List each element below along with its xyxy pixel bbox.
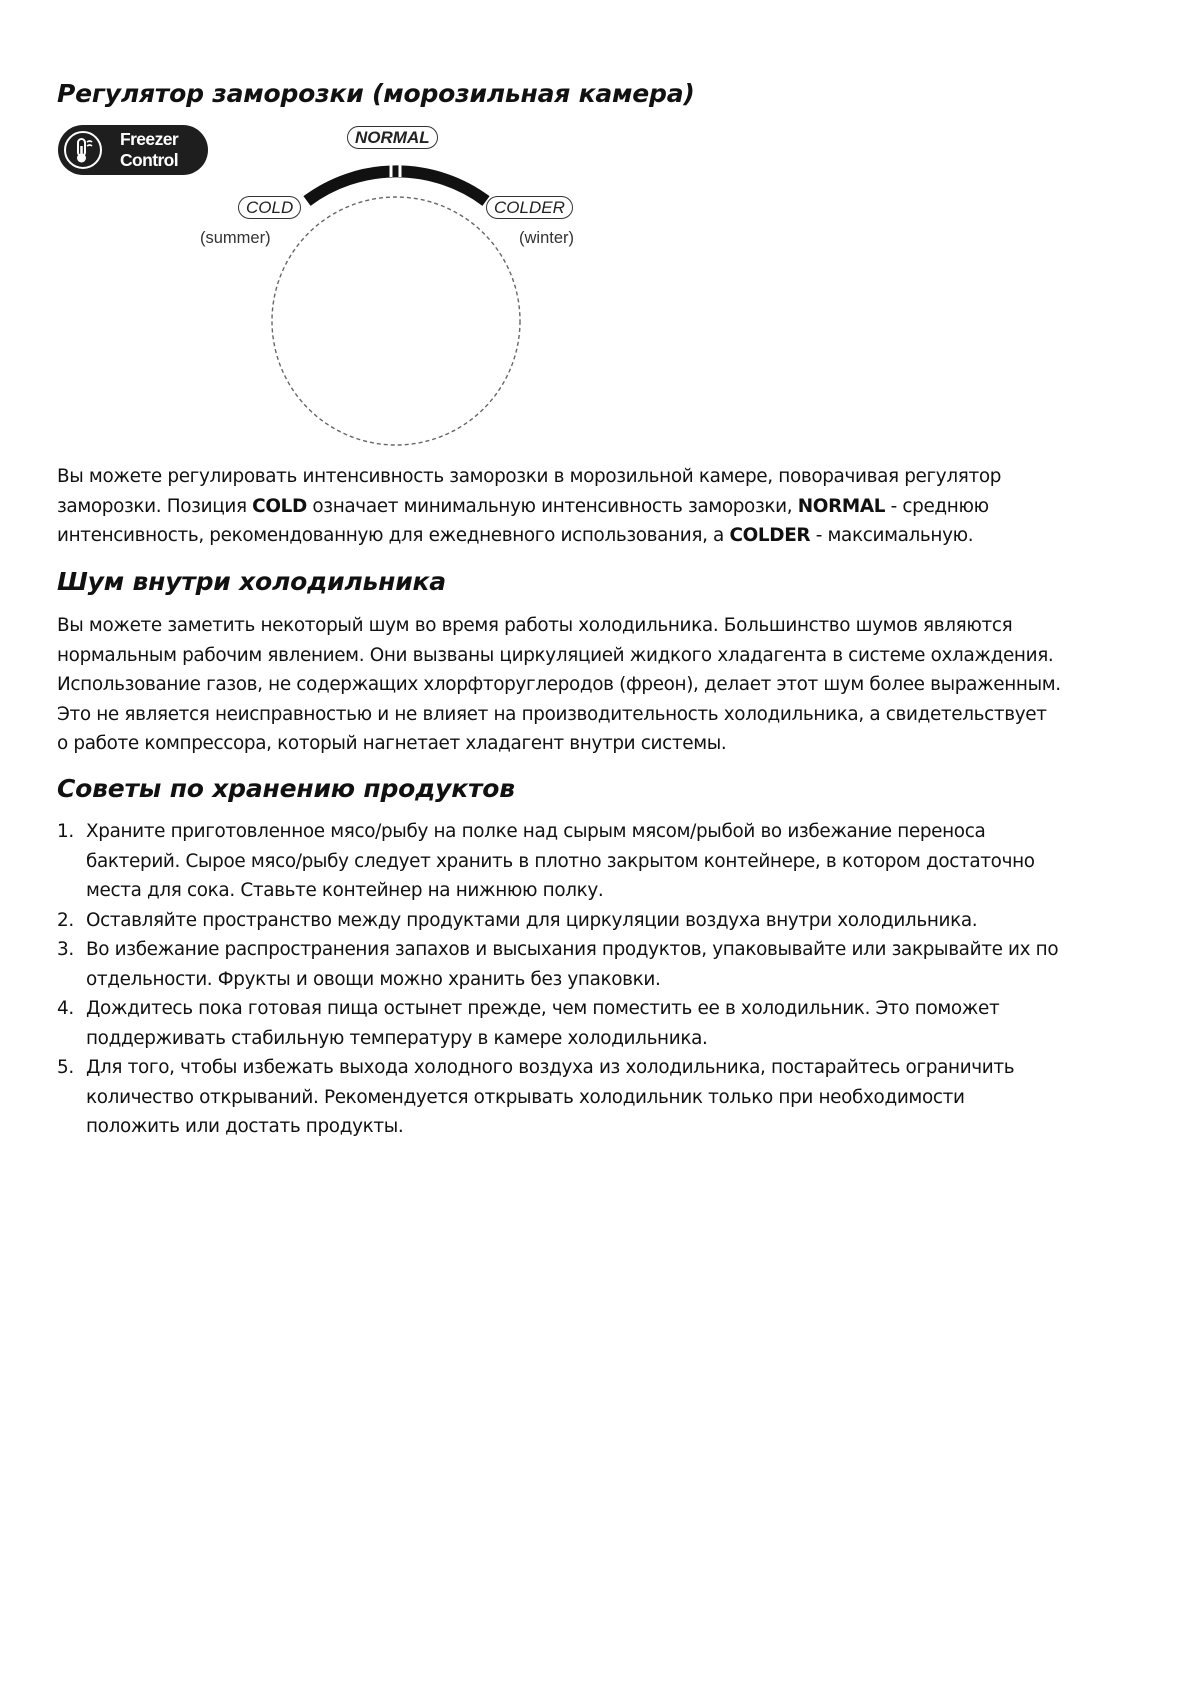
section-title-noise: Шум внутри холодильника xyxy=(57,567,446,596)
list-item-line: Для того, чтобы избежать выхода холодного воздуха из холодильника, постарайтесь ограничить xyxy=(86,1057,1015,1078)
text-run: интенсивность, рекомендованную для ежедневного использования, а xyxy=(57,525,730,546)
text-run: - среднюю xyxy=(885,495,989,517)
storage-tips-list xyxy=(57,817,1167,1142)
noise-paragraph xyxy=(57,611,1167,759)
list-item-line: положить или достать продукты. xyxy=(86,1116,404,1137)
noise-paragraph-line: Использование газов, не содержащих хлорфторуглеродов (фреон), делает этот шум более выраженным. xyxy=(57,674,1061,695)
list-item-number: 2. xyxy=(57,909,74,931)
list-item xyxy=(57,935,1167,994)
list-item-line: количество открываний. Рекомендуется открывать холодильник только при необходимости xyxy=(86,1086,965,1108)
list-item-line: поддерживать стабильную температуру в камере холодильника. xyxy=(86,1027,708,1049)
list-item xyxy=(57,906,1167,936)
text-run: означает минимальную интенсивность заморозки, xyxy=(306,495,798,517)
list-item-line: отдельности. Фрукты и овощи можно хранить без упаковки. xyxy=(86,968,661,990)
dial-winter-note: (winter) xyxy=(519,229,575,247)
text-run: - максимальную. xyxy=(810,525,974,546)
list-item-number: 4. xyxy=(57,998,74,1019)
noise-paragraph-line: о работе компрессора, который нагнетает хладагент внутри системы. xyxy=(57,733,727,754)
freezer-paragraph-line: Вы можете регулировать интенсивность заморозки в морозильной камере, поворачивая регулятор xyxy=(57,466,1002,487)
cold-term: COLD xyxy=(252,495,307,517)
normal-term: NORMAL xyxy=(797,495,886,517)
noise-paragraph-line: Вы можете заметить некоторый шум во время работы холодильника. Большинство шумов являются xyxy=(57,615,1013,636)
list-item-number: 1. xyxy=(57,821,74,842)
list-item-line: Храните приготовленное мясо/рыбу на полке над сырым мясом/рыбой во избежание переноса xyxy=(86,821,986,842)
list-item xyxy=(57,1053,1167,1142)
dial-summer-note: (summer) xyxy=(200,229,271,247)
dial-colder-label: COLDER xyxy=(486,196,573,219)
list-item-line: места для сока. Ставьте контейнер на нижнюю полку. xyxy=(86,880,604,901)
list-item-number: 3. xyxy=(57,939,74,960)
dial-normal-label: NORMAL xyxy=(347,126,438,149)
dial-cold-label: COLD xyxy=(238,196,301,219)
list-item-line: бактерий. Сырое мясо/рыбу следует хранить в плотно закрытом контейнере, в котором достаточно xyxy=(86,850,1035,872)
list-item-line: Оставляйте пространство между продуктами для циркуляции воздуха внутри холодильника. xyxy=(86,909,978,931)
section-title-storage-tips: Советы по хранению продуктов xyxy=(57,774,515,803)
text-run: заморозки. Позиция xyxy=(57,495,253,517)
list-item-number: 5. xyxy=(57,1057,74,1078)
dial-knob-outline xyxy=(272,197,520,445)
list-item-line: Во избежание распространения запахов и высыхания продуктов, упаковывайте или закрывайте их по xyxy=(86,939,1059,960)
freezer-control-paragraph xyxy=(57,462,1167,551)
colder-term: COLDER xyxy=(729,525,811,546)
freezer-paragraph-line xyxy=(57,521,1167,551)
freezer-control-line2: Control xyxy=(120,150,179,170)
list-item-line: Дождитесь пока готовая пища остынет прежде, чем поместить ее в холодильник. Это поможет xyxy=(86,998,1000,1019)
section-title-freezer-control: Регулятор заморозки (морозильная камера) xyxy=(57,79,695,108)
list-item xyxy=(57,994,1167,1053)
list-item xyxy=(57,817,1167,906)
noise-paragraph-line: нормальным рабочим явлением. Они вызваны циркуляцией жидкого хладагента в системе охлаждения. xyxy=(57,644,1054,666)
freezer-paragraph-line xyxy=(57,492,1167,522)
noise-paragraph-line: Это не является неисправностью и не влияет на производительность холодильника, а свидетельствует xyxy=(57,703,1047,725)
freezer-control-line1: Freezer xyxy=(120,129,179,149)
